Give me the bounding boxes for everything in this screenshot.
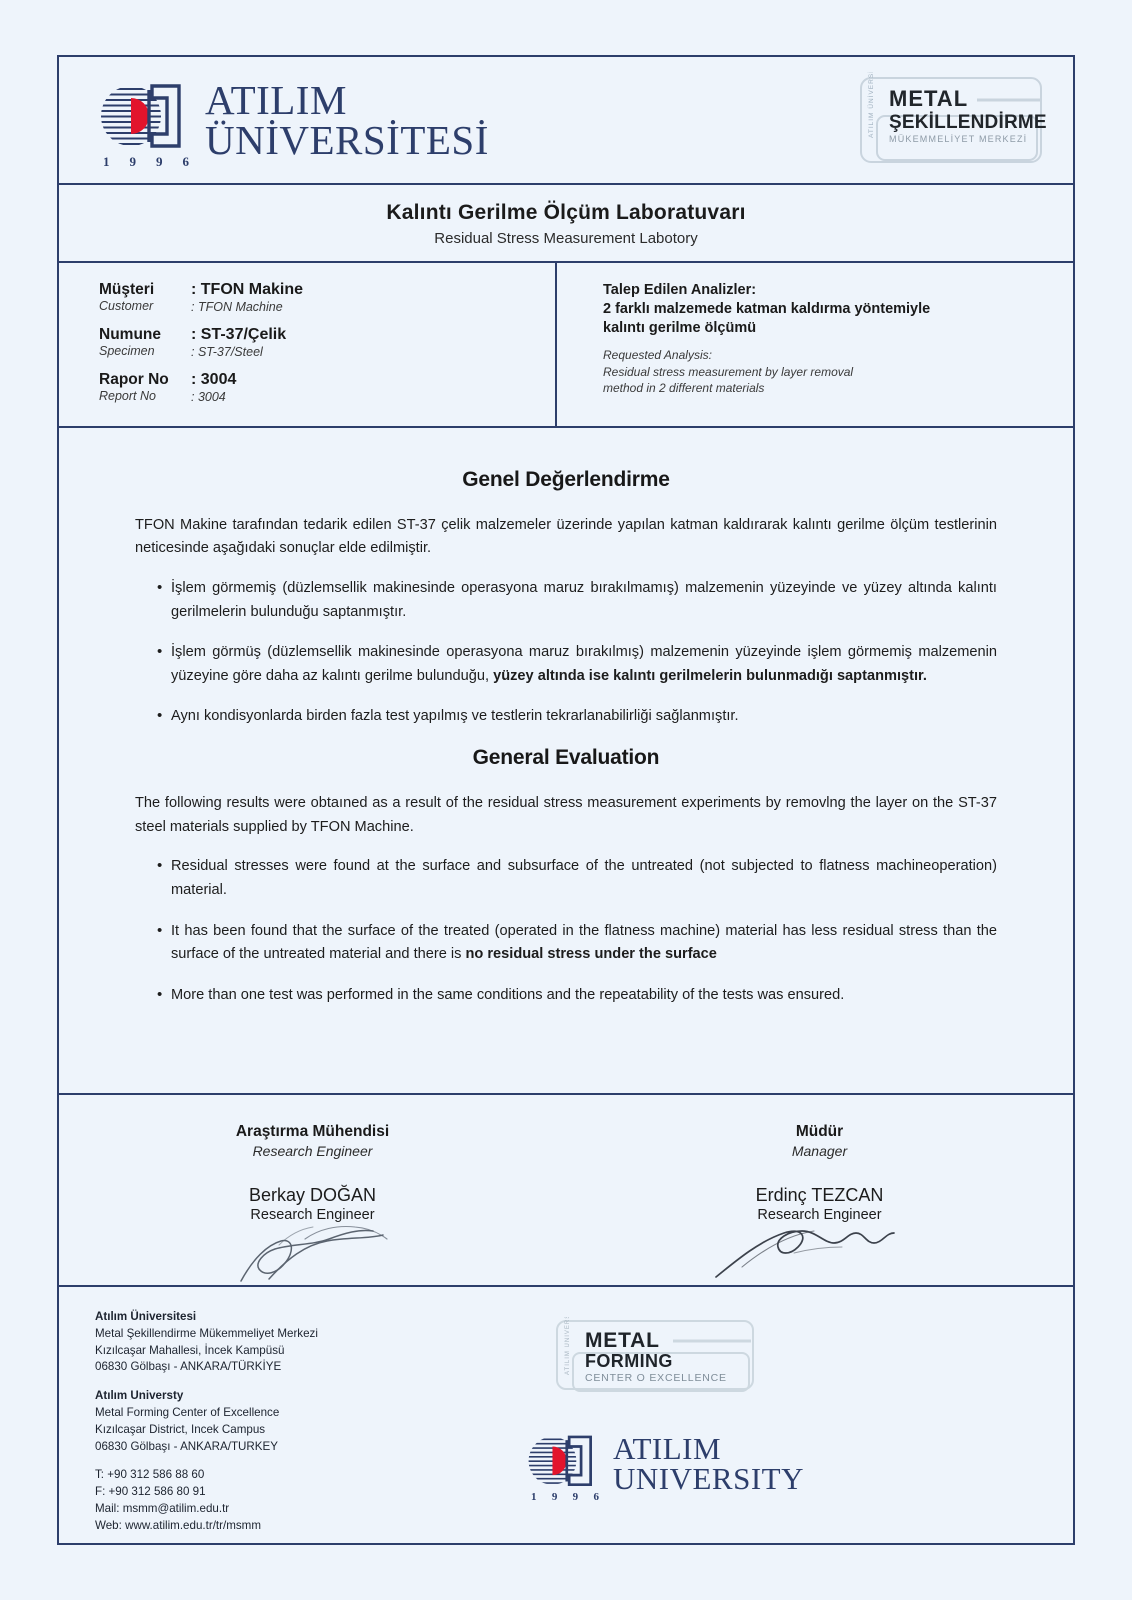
mfe-line3: CENTER O EXCELLENCE: [585, 1372, 727, 1384]
bullet-text: Residual stresses were found at the surface and subsurface of the untreated (not subjected to flatness machineoperation) material.: [171, 858, 997, 899]
requested-analysis-en-line1: Requested Analysis:: [603, 348, 712, 363]
report-info-row: [59, 263, 1073, 428]
info-row-customer: [99, 281, 555, 315]
label-report-no: Report No: [99, 389, 156, 404]
signature-block-research-engineer: [59, 1095, 566, 1285]
address-en-line2: Kızılcaşar District, Incek Campus: [95, 1422, 266, 1436]
value-customer-tr: : TFON Makine: [191, 281, 304, 298]
year-digit: 6: [593, 1491, 599, 1503]
list-item: [157, 984, 997, 1008]
metal-sekillendirme-logo: [851, 72, 1047, 168]
address-en-name: Atılım Universty: [95, 1389, 184, 1403]
signature-name: Erdinç TEZCAN: [755, 1185, 884, 1205]
address-tr-line1: Metal Şekillendirme Mükemmeliyet Merkezi: [95, 1326, 318, 1340]
metal-forming-logo: [545, 1317, 763, 1395]
list-item: [157, 641, 997, 688]
atilim-university-footer-logo: [525, 1421, 835, 1507]
year-digit: 9: [551, 1491, 558, 1503]
year-digit: 9: [572, 1491, 579, 1503]
value-specimen-tr: : ST-37/Çelik: [191, 325, 287, 343]
signature-name: Berkay DOĞAN: [248, 1185, 377, 1205]
year-digit: 1: [103, 154, 110, 169]
logo-year-1996: [99, 154, 193, 170]
bullet-text: It has been found that the surface of the treated (operated in the flatness machine) material has less residual stress than the surface of the untreated material and there is: [171, 922, 997, 963]
signature-role-tr: Araştırma Mühendisi: [235, 1123, 390, 1140]
info-row-report-no: [99, 371, 555, 405]
bullet-text: Aynı kondisyonlarda birden fazla test yapılmış ve testlerin tekrarlanabilirliği sağlanmıştır.: [171, 708, 739, 725]
page-header: [59, 57, 1073, 185]
contact-tel: T: +90 312 586 88 60: [95, 1468, 205, 1482]
list-item: [157, 577, 997, 624]
mf-line3: MÜKEMMELİYET MERKEZİ: [889, 134, 1028, 144]
footer-address: [95, 1309, 515, 1543]
address-en-line1: Metal Forming Center of Excellence: [95, 1405, 280, 1419]
mfe-line1: METAL: [585, 1329, 660, 1352]
university-wordmark: [205, 76, 489, 163]
page-title-en: Residual Stress Measurement Labotory: [434, 230, 698, 247]
bullet-list-tr: [121, 577, 1011, 729]
page-title: Kalıntı Gerilme Ölçüm Laboratuvarı: [386, 201, 746, 224]
logo-year-1996: [527, 1491, 603, 1503]
bullet-bold: no residual stress under the surface: [465, 946, 717, 963]
svg-text:ATILIM UNIVERSITY: ATILIM UNIVERSITY: [565, 1317, 571, 1375]
handwritten-signature-icon: [698, 1213, 918, 1285]
university-wordmark-en: [613, 1430, 804, 1496]
atilim-university-logo: [97, 76, 489, 169]
signature-role-en: Research Engineer: [252, 1143, 373, 1159]
info-row-specimen: [99, 326, 555, 360]
signature-subtitle: Research Engineer: [250, 1207, 375, 1223]
atilim-emblem-icon: [97, 76, 189, 169]
year-digit: 9: [156, 154, 163, 169]
requested-analysis-line1: 2 farklı malzemede katman kaldırma yöntemiyle: [603, 301, 931, 318]
signature-role-en: Manager: [791, 1143, 848, 1159]
value-report-no-tr: : 3004: [191, 370, 237, 388]
bullet-text: İşlem görmemiş (düzlemsellik makinesinde operasyona maruz bırakılmamış) malzemenin yüzeyinde ve yüzey altında kalıntı gerilmelerin bulunduğu saptanmıştır.: [171, 579, 997, 620]
signature-role-tr: Müdür: [795, 1123, 844, 1140]
svg-text:ATILIM ÜNİVERSİTESİ: ATILIM ÜNİVERSİTESİ: [868, 72, 875, 138]
list-item: [157, 920, 997, 967]
address-en-line3: 06830 Gölbaşı - ANKARA/TURKEY: [95, 1439, 279, 1453]
footer-logos: [515, 1309, 1047, 1543]
footer-logo-line2: UNIVERSITY: [613, 1461, 804, 1496]
signature-block-manager: [566, 1095, 1073, 1285]
section-heading-tr: Genel Değerlendirme: [462, 467, 670, 491]
requested-analysis-en: [603, 347, 1049, 396]
contact-fax: F: +90 312 586 80 91: [95, 1485, 206, 1499]
page-footer: [59, 1287, 1073, 1543]
requested-analysis-block: [557, 263, 1073, 426]
label-specimen: Specimen: [99, 344, 155, 359]
requested-analysis-en-line2: Residual stress measurement by layer removal: [603, 364, 854, 379]
bullet-text: İşlem görmüş (düzlemsellik makinesinde operasyona maruz bırakılmış) malzemenin yüzeyinde işlem görmemiş malzemenin yüzeyine göre daha az kalıntı gerilme bulunduğu,: [171, 644, 997, 684]
contact-web[interactable]: Web: www.atilim.edu.tr/tr/msmm: [95, 1518, 261, 1532]
value-report-no-en: : 3004: [191, 389, 226, 404]
handwritten-signature-icon: [209, 1215, 449, 1287]
bullet-list-en: [121, 855, 1011, 1007]
label-rapor-no: Rapor No: [99, 370, 169, 388]
report-page: [57, 55, 1075, 1545]
address-tr-line2: Kızılcaşar Mahallesi, İncek Kampüsü: [95, 1343, 285, 1357]
requested-analysis-title: Talep Edilen Analizler:: [603, 282, 757, 298]
footer-logo-line1: ATILIM: [613, 1430, 722, 1466]
requested-analysis-line2: kalıntı gerilme ölçümü: [603, 320, 757, 337]
signature-row: [59, 1095, 1073, 1287]
year-digit: 9: [129, 154, 136, 169]
section-heading-en: General Evaluation: [472, 746, 660, 770]
label-numune: Numune: [99, 325, 161, 343]
address-english: [95, 1388, 515, 1455]
label-musteri: Müşteri: [99, 281, 155, 298]
mfe-line2: FORMING: [585, 1351, 673, 1371]
list-item: [157, 705, 997, 729]
label-customer: Customer: [99, 299, 154, 314]
intro-paragraph-en: The following results were obtaıned as a result of the residual stress measurement experiments by removlng the layer on the ST-37 steel materials supplied by TFON Machine.: [135, 795, 997, 835]
requested-analysis-en-line3: method in 2 different materials: [603, 380, 765, 395]
customer-info-block: [59, 263, 557, 426]
value-customer-en: : TFON Machine: [191, 299, 283, 314]
laboratory-title: [59, 185, 1073, 263]
contact-mail[interactable]: Mail: msmm@atilim.edu.tr: [95, 1501, 230, 1515]
address-tr-line3: 06830 Gölbaşı - ANKARA/TÜRKİYE: [95, 1360, 282, 1374]
university-name-line2: ÜNİVERSİTESİ: [205, 117, 489, 163]
mf-line2: ŞEKİLLENDİRME: [889, 112, 1047, 133]
contact-block: [95, 1467, 515, 1534]
year-digit: 1: [531, 1491, 537, 1503]
bullet-text: More than one test was performed in the same conditions and the repeatability of the tests was ensured.: [171, 986, 845, 1003]
year-digit: 6: [182, 154, 189, 169]
signature-subtitle: Research Engineer: [757, 1207, 882, 1223]
bullet-bold: yüzey altında ise kalıntı gerilmelerin bulunmadığı saptanmıştır.: [493, 667, 927, 684]
address-turkish: [95, 1309, 515, 1376]
value-specimen-en: : ST-37/Steel: [191, 344, 263, 359]
evaluation-body: [59, 428, 1073, 1095]
atilim-emblem-icon: [525, 1429, 599, 1503]
intro-paragraph-tr: TFON Makine tarafından tedarik edilen ST-37 çelik malzemeler üzerinde yapılan katman kaldırarak kalıntı gerilme ölçüm testlerinin neticesinde aşağıdaki sonuçlar elde edilmiştir.: [135, 516, 997, 557]
list-item: [157, 855, 997, 902]
university-name-line1: ATILIM: [205, 76, 347, 123]
address-tr-name: Atılım Üniversitesi: [95, 1310, 197, 1323]
mf-line1: METAL: [889, 86, 969, 111]
